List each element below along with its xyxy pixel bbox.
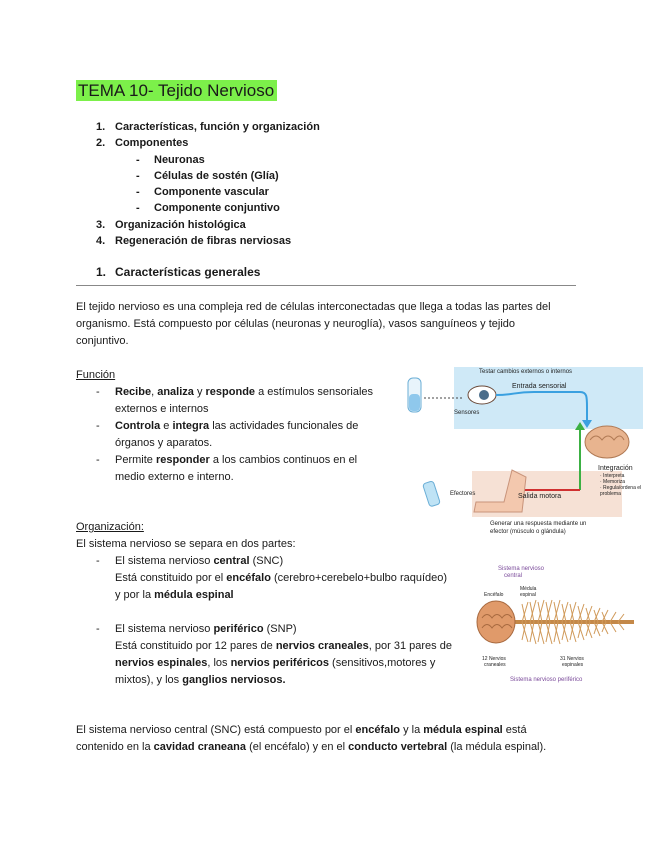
toc-dash: - (136, 186, 140, 199)
toc-subitem (96, 184, 320, 200)
text-run: y (193, 386, 206, 398)
diagram-label: Generar una respuesta mediante un (490, 521, 587, 527)
closing-paragraph (76, 722, 596, 756)
funcion-list (96, 384, 386, 486)
bold-term: central (213, 555, 250, 567)
text-run: , (151, 386, 158, 398)
toc-item (96, 233, 320, 249)
toc-label: Componentes (115, 137, 189, 150)
organizacion-heading: Organización: (76, 521, 144, 533)
diagram-label: Sistema nervioso periférico (510, 677, 583, 683)
bold-term: Controla (115, 420, 161, 432)
text-run: órganos y aparatos. (115, 437, 213, 449)
bold-term: médula espinal (154, 589, 234, 601)
brain-icon (477, 601, 515, 643)
toc-dash: - (136, 169, 140, 182)
diagram-label: Entrada sensorial (512, 383, 567, 390)
bold-term: conducto vertebral (348, 741, 448, 753)
text-run: (sensitivos,motores y (329, 657, 436, 669)
list-item-text (115, 384, 373, 418)
section-heading (96, 265, 260, 279)
toc-sublabel: Células de sostén (Glía) (154, 169, 279, 182)
list-item-text (115, 452, 357, 486)
bold-term: encéfalo (226, 572, 271, 584)
toc-sublabel: Componente vascular (154, 186, 269, 199)
text-run: Está constituido por el (115, 572, 227, 584)
toc-label: Características, función y organización (115, 121, 320, 133)
diagram-label: problema (600, 491, 621, 497)
text-run: (SNC) (249, 555, 284, 567)
bold-term: responde (205, 386, 256, 398)
bold-term: cavidad craneana (153, 741, 247, 753)
diagram-label: Integración (598, 465, 633, 472)
diagram-label: Encéfalo (484, 592, 504, 598)
section-divider (76, 285, 576, 286)
toc-number: 4. (96, 235, 106, 248)
bold-term: médula espinal (423, 724, 503, 736)
toc-item (96, 119, 320, 135)
text-run: a los cambios continuos en el (209, 454, 358, 466)
nervous-system-diagram (474, 562, 638, 686)
diagram-label: · Interpreta (600, 473, 625, 479)
text-run: (cerebro+cerebelo+bulbo raquídeo) (270, 572, 448, 584)
list-dash: - (96, 623, 100, 635)
snp-item (96, 621, 466, 689)
text-run: y la (400, 724, 424, 736)
list-item (96, 553, 476, 604)
diagram-label: Salida motora (518, 493, 562, 500)
bold-term: analiza (157, 386, 194, 398)
bold-term: integra (172, 420, 210, 432)
list-item (96, 452, 386, 486)
eye-iris (479, 390, 489, 400)
text-run: El sistema nervioso (115, 623, 214, 635)
toc-dash: - (136, 153, 140, 166)
beaker-icon (423, 481, 441, 507)
text-run: a estímulos sensoriales (255, 386, 374, 398)
diagram-label: espinal (520, 592, 536, 598)
snc-item (96, 553, 476, 604)
list-dash: - (96, 555, 100, 567)
bold-term: responder (155, 454, 210, 466)
function-diagram (404, 362, 644, 538)
diagram-label: craneales (484, 662, 506, 668)
text-run: Está constituido por 12 pares de (115, 640, 276, 652)
text-run: El sistema nervioso (115, 555, 214, 567)
text-run: , por 31 pares de (368, 640, 452, 652)
funcion-heading: Función (76, 369, 116, 381)
text-run: (la médula espinal). (447, 741, 547, 753)
toc-label: Regeneración de fibras nerviosas (115, 235, 292, 248)
intro-paragraph (76, 299, 586, 350)
diagram-label: 31 Nervios (560, 656, 584, 662)
list-dash: - (96, 386, 100, 398)
diagram-label: central (504, 573, 523, 579)
diagram-label: Testar cambios externos o internos (479, 369, 573, 375)
text-run: contenido en la (76, 741, 154, 753)
test-tube-liquid (409, 394, 420, 411)
diagram-label: Sensores (454, 410, 480, 416)
diagram-label: efector (músculo o glándula) (490, 529, 566, 535)
list-item-text (115, 553, 447, 604)
table-of-contents (96, 119, 320, 249)
diagram-label: 12 Nervios (482, 656, 506, 662)
bold-term: Recibe (115, 386, 152, 398)
text-run: y por la (115, 589, 155, 601)
toc-subitem (96, 152, 320, 168)
toc-number: 1. (96, 121, 106, 133)
text-run: (SNP) (263, 623, 297, 635)
text-run: mixtos), y los (115, 674, 183, 686)
intro-line: El tejido nervioso es una compleja red de células interconectadas que llega a todas las partes del (76, 301, 551, 313)
intro-line: organismo. Está compuesto por células (neuronas y neuroglía), vasos sanguíneos y tejido (76, 318, 516, 330)
section-title: Características generales (115, 265, 261, 279)
text-run: las actividades funcionales de (209, 420, 359, 432)
bold-term: nervios craneales (275, 640, 369, 652)
diagram-label: · Regula/ordena el (600, 485, 642, 491)
toc-number: 3. (96, 218, 106, 231)
list-item (96, 418, 386, 452)
diagram-label: Médula (520, 586, 537, 592)
diagram-label: espinales (562, 662, 584, 668)
bold-term: periférico (213, 623, 264, 635)
organizacion-intro: El sistema nervioso se separa en dos partes: (76, 538, 296, 550)
toc-subitem (96, 168, 320, 184)
text-run: El sistema nervioso central (SNC) está compuesto por el (76, 724, 356, 736)
brain-icon (585, 426, 629, 458)
list-item (96, 384, 386, 418)
toc-item (96, 135, 320, 151)
text-run: , los (207, 657, 231, 669)
toc-sublabel: Componente conjuntivo (154, 202, 280, 215)
text-run: (el encéfalo) y en el (246, 741, 349, 753)
intro-line: conjuntivo. (76, 335, 129, 347)
bold-term: nervios espinales (115, 657, 208, 669)
diagram-label: Sistema nervioso (498, 566, 545, 572)
toc-subitem (96, 200, 320, 216)
list-item-text (115, 621, 452, 689)
toc-sublabel: Neuronas (154, 153, 205, 166)
spinal-nerves (514, 600, 634, 644)
text-run: externos e internos (115, 403, 209, 415)
list-dash: - (96, 454, 100, 466)
text-run: Permite (115, 454, 156, 466)
page-title: TEMA 10- Tejido Nervioso (76, 80, 277, 101)
list-dash: - (96, 420, 100, 432)
bold-term: encéfalo (355, 724, 401, 736)
text-run: medio externo e interno. (115, 471, 234, 483)
list-item-text (115, 418, 358, 452)
text-run: está (502, 724, 527, 736)
diagram-label: · Memoriza (600, 479, 626, 485)
toc-label: Organización histológica (115, 218, 246, 231)
text-run: e (160, 420, 173, 432)
toc-item (96, 217, 320, 233)
toc-number: 2. (96, 137, 106, 150)
section-number: 1. (96, 265, 107, 279)
bold-term: ganglios nerviosos. (182, 674, 286, 686)
diagram-label: Efectores (450, 491, 476, 497)
list-item (96, 621, 466, 689)
bold-term: nervios periféricos (230, 657, 329, 669)
toc-dash: - (136, 202, 140, 215)
